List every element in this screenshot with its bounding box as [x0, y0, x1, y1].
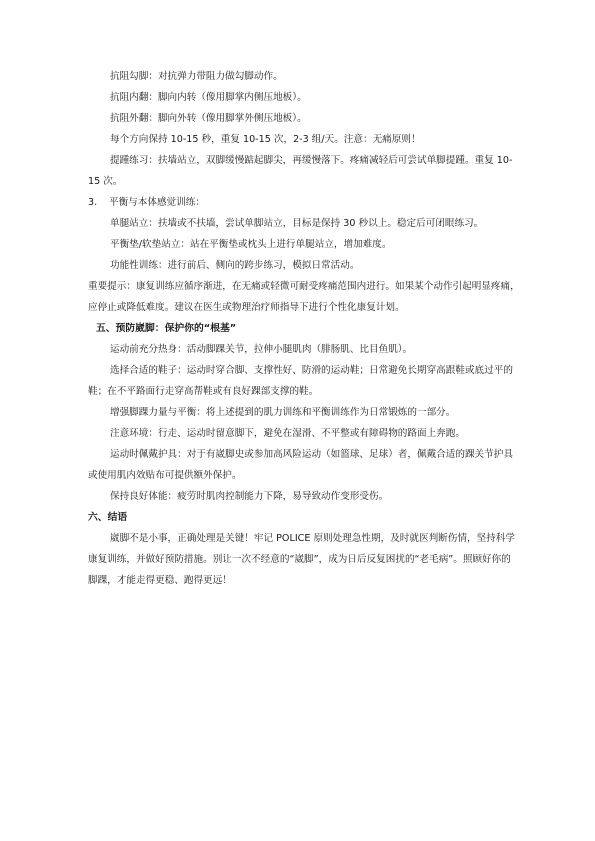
single-leg-stand-line: 单腿站立：扶墙或不扶墙，尝试单脚站立，目标是保持 30 秒以上。稳定后可闭眼练习。: [110, 218, 484, 229]
functional-training-line: 功能性训练：进行前后、侧向的跨步练习，模拟日常活动。: [110, 260, 360, 271]
resist-eversion-line: 抗阻外翻：脚向外转（像用脚掌外侧压地板）。: [110, 113, 307, 124]
prevention-item: 运动时佩戴护具：对于有崴脚史或参加高风险运动（如篮球、足球）者，佩戴合适的踝关节护具或使用肌内效贴布可提供额外保护。: [88, 449, 513, 481]
conclusion-paragraph: 崴脚不是小事，正确处理是关键！牢记 POLICE 原则处理急性期，及时就医判断伤情，坚持科学康复训练，并做好预防措施。别让一次不经意的“崴脚”，成为日后反复困扰的“老毛病”。照顾好你的脚踝，才能走得更稳、跑得更远！: [88, 533, 515, 586]
prevention-item: 增强脚踝力量与平衡：将上述提到的肌力训练和平衡训练作为日常锻炼的一部分。: [110, 407, 456, 418]
list-number: 3.: [88, 197, 98, 208]
resist-inversion-line: 抗阻内翻：脚向内转（像用脚掌内侧压地板）。: [110, 92, 307, 103]
balance-pad-line: 平衡垫/软垫站立：站在平衡垫或枕头上进行单腿站立，增加难度。: [110, 239, 392, 250]
important-note: 重要提示：康复训练应循序渐进，在无痛或轻微可耐受疼痛范围内进行。如果某个动作引起明显疼痛，应停止或降低难度。建议在医生或物理治疗师指导下进行个性化康复计划。: [88, 281, 520, 313]
prevention-item: 保持良好体能：疲劳时肌肉控制能力下降，易导致动作变形受伤。: [110, 491, 389, 502]
prevention-item: 运动前充分热身：活动脚踝关节，拉伸小腿肌肉（腓肠肌、比目鱼肌）。: [110, 344, 413, 355]
section5-heading: 五、预防崴脚：保护你的“根基”: [96, 323, 237, 334]
resist-dorsiflexion-line: 抗阻勾脚：对抗弹力带阻力做勾脚动作。: [110, 71, 283, 82]
balance-training-heading: [88, 192, 520, 213]
list-title: 平衡与本体感觉训练：: [109, 197, 205, 208]
section6-heading: 六、结语: [88, 512, 128, 523]
repetition-note: 每个方向保持 10-15 秒，重复 10-15 次，2-3 组/天。注意：无痛原则！: [110, 134, 421, 145]
heel-raise-paragraph: 提踵练习：扶墙站立，双脚缓慢踮起脚尖，再缓慢落下。疼痛减轻后可尝试单脚提踵。重复 10-15 次。: [88, 155, 513, 187]
document-body: [88, 66, 520, 591]
prevention-item: 注意环境：行走、运动时留意脚下，避免在湿滑、不平整或有障碍物的路面上奔跑。: [110, 428, 465, 439]
prevention-item: 选择合适的鞋子：运动时穿合脚、支撑性好、防滑的运动鞋；日常避免长期穿高跟鞋或底过平的鞋；在不平路面行走穿高帮鞋或有良好踝部支撑的鞋。: [88, 365, 513, 397]
